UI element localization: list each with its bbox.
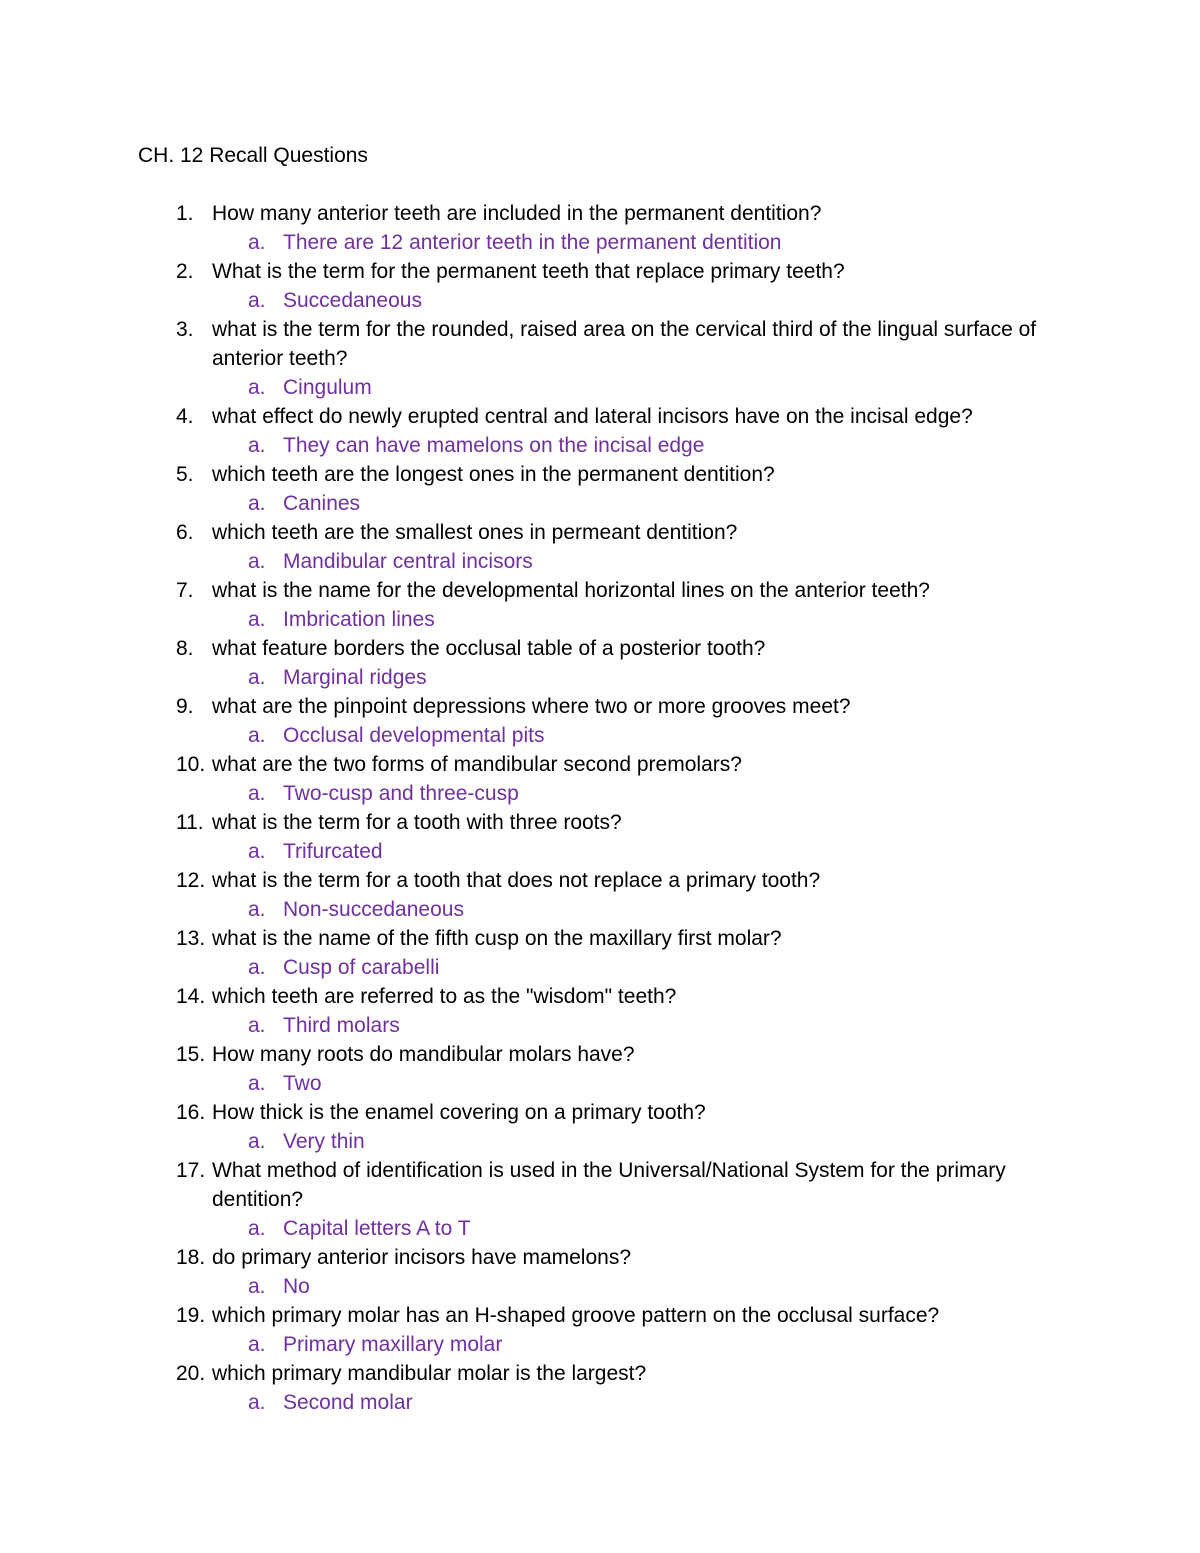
question-item — [0, 866, 1200, 924]
question-number: 7. — [176, 579, 194, 602]
question-number: 16. — [176, 1101, 206, 1124]
answer-marker: a. — [248, 289, 266, 312]
question-text: what is the term for the rounded, raised area on the cervical third of the lingual surface of anterior teeth? — [212, 318, 1037, 370]
question-item — [0, 576, 1200, 634]
question-item — [0, 692, 1200, 750]
answer-text: Canines — [283, 492, 361, 515]
answer-line — [0, 895, 1200, 924]
answer-line — [0, 489, 1200, 518]
question-text: which teeth are referred to as the "wisdom" teeth? — [212, 985, 677, 1008]
answer-marker: a. — [248, 666, 266, 689]
answer-line — [0, 663, 1200, 692]
question-line — [0, 1243, 1200, 1272]
answer-marker: a. — [248, 1072, 266, 1095]
answer-text: Third molars — [283, 1014, 400, 1037]
question-number: 1. — [176, 202, 194, 225]
question-item — [0, 1098, 1200, 1156]
question-number: 20. — [176, 1362, 206, 1385]
question-line — [0, 518, 1200, 547]
question-item — [0, 1301, 1200, 1359]
answer-marker: a. — [248, 1333, 266, 1356]
question-item — [0, 924, 1200, 982]
answer-text: Second molar — [283, 1391, 413, 1414]
answer-marker: a. — [248, 840, 266, 863]
question-line — [0, 460, 1200, 489]
answer-text: Primary maxillary molar — [283, 1333, 503, 1356]
question-text: what feature borders the occlusal table of a posterior tooth? — [212, 637, 766, 660]
question-text: what are the two forms of mandibular second premolars? — [212, 753, 742, 776]
answer-text: Non-succedaneous — [283, 898, 464, 921]
question-line — [0, 1359, 1200, 1388]
answer-text: Cusp of carabelli — [283, 956, 440, 979]
page-title: CH. 12 Recall Questions — [138, 144, 368, 167]
answer-line — [0, 431, 1200, 460]
answer-marker: a. — [248, 1275, 266, 1298]
answer-line — [0, 373, 1200, 402]
answer-text: Very thin — [283, 1130, 365, 1153]
answer-marker: a. — [248, 550, 266, 573]
question-line — [0, 866, 1200, 895]
answer-marker: a. — [248, 1014, 266, 1037]
question-text: what effect do newly erupted central and lateral incisors have on the incisal edge? — [212, 405, 973, 428]
question-text: do primary anterior incisors have mamelons? — [212, 1246, 632, 1269]
question-line — [0, 576, 1200, 605]
answer-line — [0, 605, 1200, 634]
question-line — [0, 1301, 1200, 1330]
answer-line — [0, 1011, 1200, 1040]
question-item — [0, 808, 1200, 866]
question-number: 10. — [176, 753, 206, 776]
question-text: what are the pinpoint depressions where two or more grooves meet? — [212, 695, 851, 718]
answer-marker: a. — [248, 492, 266, 515]
answer-text: No — [283, 1275, 310, 1298]
answer-text: There are 12 anterior teeth in the permanent dentition — [283, 231, 782, 254]
answer-line — [0, 837, 1200, 866]
answer-text: Cingulum — [283, 376, 372, 399]
answer-marker: a. — [248, 724, 266, 747]
question-line — [0, 924, 1200, 953]
answer-text: Capital letters A to T — [283, 1217, 471, 1240]
answer-text: Occlusal developmental pits — [283, 724, 545, 747]
question-number: 6. — [176, 521, 194, 544]
question-item — [0, 315, 1200, 402]
question-number: 17. — [176, 1159, 206, 1182]
answer-line — [0, 1388, 1200, 1417]
answer-line — [0, 721, 1200, 750]
answer-marker: a. — [248, 231, 266, 254]
answer-line — [0, 1127, 1200, 1156]
question-text: what is the name of the fifth cusp on the maxillary first molar? — [212, 927, 782, 950]
question-line — [0, 634, 1200, 663]
question-text: What is the term for the permanent teeth that replace primary teeth? — [212, 260, 845, 283]
answer-text: Two-cusp and three-cusp — [283, 782, 519, 805]
question-item — [0, 257, 1200, 315]
question-item — [0, 1156, 1200, 1243]
question-text: which teeth are the smallest ones in permeant dentition? — [212, 521, 738, 544]
question-text: what is the term for a tooth with three roots? — [212, 811, 622, 834]
question-line — [0, 199, 1200, 228]
question-item — [0, 199, 1200, 257]
question-text: which primary mandibular molar is the largest? — [212, 1362, 647, 1385]
question-item — [0, 402, 1200, 460]
question-line — [0, 808, 1200, 837]
answer-marker: a. — [248, 434, 266, 457]
answer-text: Marginal ridges — [283, 666, 427, 689]
answer-marker: a. — [248, 1130, 266, 1153]
question-number: 4. — [176, 405, 194, 428]
answer-line — [0, 1272, 1200, 1301]
question-number: 5. — [176, 463, 194, 486]
question-number: 11. — [176, 811, 204, 834]
question-item — [0, 750, 1200, 808]
answer-line — [0, 1214, 1200, 1243]
question-line — [0, 1040, 1200, 1069]
answer-text: Mandibular central incisors — [283, 550, 533, 573]
question-item — [0, 1040, 1200, 1098]
question-item — [0, 1359, 1200, 1417]
question-line — [0, 750, 1200, 779]
question-item — [0, 634, 1200, 692]
question-line — [0, 692, 1200, 721]
answer-line — [0, 953, 1200, 982]
question-line — [0, 315, 1200, 373]
answer-marker: a. — [248, 376, 266, 399]
question-text: How many anterior teeth are included in the permanent dentition? — [212, 202, 822, 225]
question-number: 9. — [176, 695, 194, 718]
answer-marker: a. — [248, 956, 266, 979]
question-line — [0, 1098, 1200, 1127]
question-line — [0, 402, 1200, 431]
answer-line — [0, 779, 1200, 808]
answer-marker: a. — [248, 1391, 266, 1414]
question-number: 12. — [176, 869, 206, 892]
question-text: what is the term for a tooth that does not replace a primary tooth? — [212, 869, 821, 892]
question-number: 18. — [176, 1246, 206, 1269]
question-number: 8. — [176, 637, 194, 660]
question-number: 15. — [176, 1043, 206, 1066]
answer-line — [0, 1330, 1200, 1359]
answer-line — [0, 547, 1200, 576]
answer-marker: a. — [248, 898, 266, 921]
question-number: 3. — [176, 318, 194, 341]
answer-text: Two — [283, 1072, 322, 1095]
answer-text: Trifurcated — [283, 840, 383, 863]
answer-marker: a. — [248, 608, 266, 631]
question-text: How thick is the enamel covering on a primary tooth? — [212, 1101, 706, 1124]
question-line — [0, 257, 1200, 286]
answer-line — [0, 228, 1200, 257]
question-item — [0, 460, 1200, 518]
question-list — [0, 199, 1200, 1417]
answer-text: They can have mamelons on the incisal edge — [283, 434, 705, 457]
question-number: 2. — [176, 260, 194, 283]
question-line — [0, 982, 1200, 1011]
question-item — [0, 982, 1200, 1040]
answer-text: Succedaneous — [283, 289, 422, 312]
answer-marker: a. — [248, 1217, 266, 1240]
question-line — [0, 1156, 1200, 1214]
question-number: 14. — [176, 985, 206, 1008]
question-text: what is the name for the developmental horizontal lines on the anterior teeth? — [212, 579, 930, 602]
answer-line — [0, 286, 1200, 315]
answer-marker: a. — [248, 782, 266, 805]
answer-line — [0, 1069, 1200, 1098]
question-text: How many roots do mandibular molars have? — [212, 1043, 635, 1066]
question-text: which teeth are the longest ones in the permanent dentition? — [212, 463, 775, 486]
question-text: What method of identification is used in the Universal/National System for the primary dentition? — [212, 1159, 1006, 1211]
question-number: 19. — [176, 1304, 206, 1327]
question-text: which primary molar has an H-shaped groove pattern on the occlusal surface? — [212, 1304, 940, 1327]
question-item — [0, 518, 1200, 576]
question-item — [0, 1243, 1200, 1301]
question-number: 13. — [176, 927, 206, 950]
answer-text: Imbrication lines — [283, 608, 435, 631]
